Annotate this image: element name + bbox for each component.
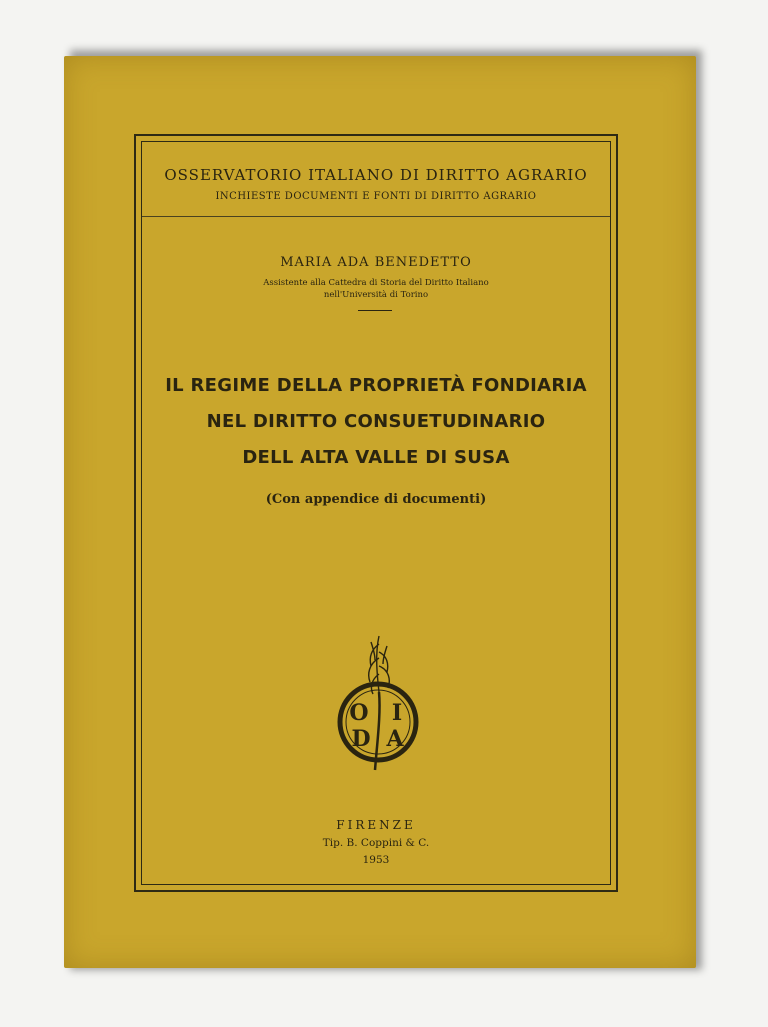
cover-frame xyxy=(134,134,618,892)
imprint-year: 1953 xyxy=(362,854,390,866)
series-title: OSSERVATORIO ITALIANO DI DIRITTO AGRARIO xyxy=(164,166,588,184)
book-cover xyxy=(64,56,696,968)
book-title-line2: NEL DIRITTO CONSUETUDINARIO xyxy=(206,411,546,432)
appendix-note: (Con appendice di documenti) xyxy=(265,492,487,507)
series-subtitle: INCHIESTE DOCUMENTI E FONTI DI DIRITTO AGRARIO xyxy=(215,191,537,202)
author-name: MARIA ADA BENEDETTO xyxy=(280,255,472,270)
logo-letter-o: O xyxy=(349,700,369,726)
author-affiliation-line1: Assistente alla Cattedra di Storia del Diritto Italiano xyxy=(263,278,489,288)
book-title-line1: IL REGIME DELLA PROPRIETÀ FONDIARIA xyxy=(165,375,587,396)
author-divider xyxy=(358,310,392,311)
cover-frame-inner xyxy=(141,141,611,885)
imprint-city: FIRENZE xyxy=(336,818,416,832)
logo-letter-i: I xyxy=(391,700,403,726)
author-affiliation-line2: nell'Università di Torino xyxy=(323,290,429,300)
wheat-emblem-icon xyxy=(335,634,421,774)
logo-letter-a: A xyxy=(386,726,404,752)
book-title-line3: DELL ALTA VALLE DI SUSA xyxy=(242,447,510,468)
header-divider xyxy=(142,216,610,217)
logo-letter-d: D xyxy=(351,726,371,752)
imprint-printer: Tip. B. Coppini & C. xyxy=(322,837,430,849)
